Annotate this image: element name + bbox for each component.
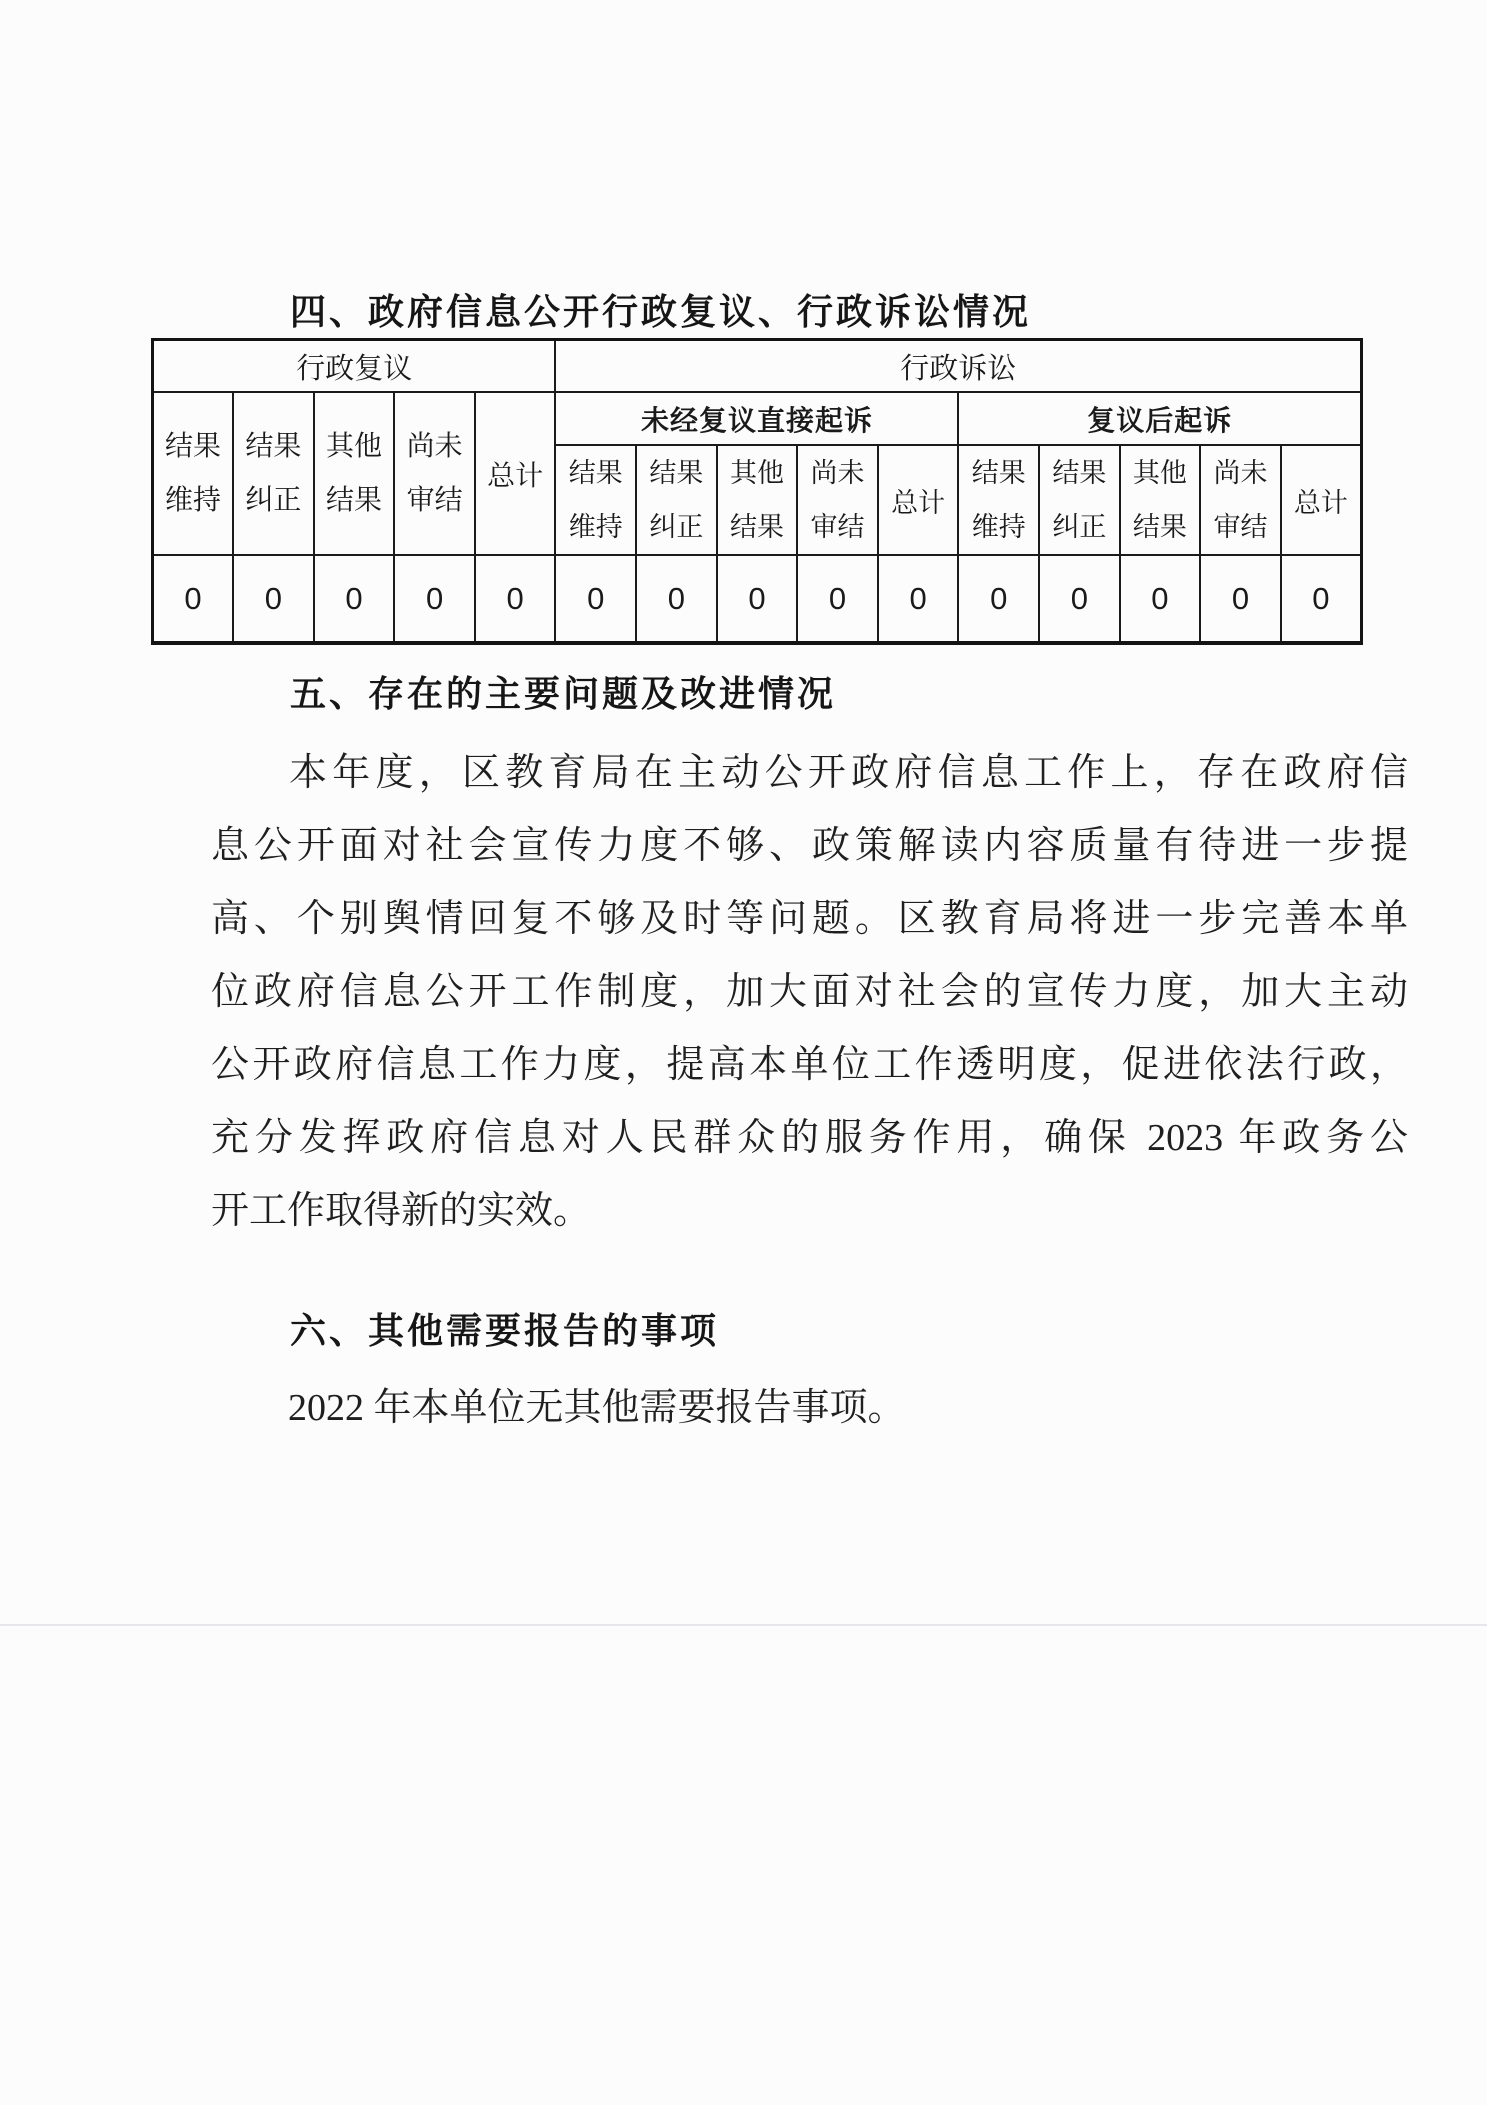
table-col-header: 结果 维持: [555, 445, 636, 555]
section6-heading: 六、其他需要报告的事项: [290, 1310, 720, 1351]
table-col-header-total: 总计: [878, 445, 959, 555]
paragraph-line: 本年度，区教育局在主动公开政府信息工作上，存在政府信: [289, 752, 1408, 794]
table-data-cell: 0: [475, 555, 556, 643]
paragraph-line: 息公开面对社会宣传力度不够、政策解读内容质量有待进一步提: [211, 825, 1408, 867]
table-col-header: 结果 纠正: [1039, 445, 1120, 555]
table-col-header: 结果 维持: [958, 445, 1039, 555]
paragraph-line: 位政府信息公开工作制度，加大面对社会的宣传力度，加大主动: [211, 971, 1408, 1013]
section5-heading: 五、存在的主要问题及改进情况: [290, 673, 837, 714]
section6-closing-line: 2022 年本单位无其他需要报告事项。: [288, 1387, 906, 1429]
table-col-header: 尚未 审结: [1200, 445, 1281, 555]
section4-heading: 四、政府信息公开行政复议、行政诉讼情况: [290, 291, 1032, 332]
table-col-header: 其他 结果: [1120, 445, 1201, 555]
table-data-cell: 0: [797, 555, 878, 643]
table-data-cell: 0: [878, 555, 959, 643]
table-data-cell: 0: [636, 555, 717, 643]
scan-artifact-line: [0, 1624, 1487, 1626]
table-col-header: 其他 结果: [717, 445, 798, 555]
table-col-header: 结果 纠正: [636, 445, 717, 555]
table-col-header-total: 总计: [475, 392, 556, 555]
review-litigation-table: [151, 338, 1363, 645]
table-col-header-total: 总计: [1281, 445, 1362, 555]
table-col-header: 结果 纠正: [233, 392, 314, 555]
table-subgroup-header-direct: 未经复议直接起诉: [555, 392, 958, 445]
table-data-cell: 0: [153, 555, 234, 643]
table-subgroup-header-after-review: 复议后起诉: [958, 392, 1361, 445]
table-data-cell: 0: [958, 555, 1039, 643]
table-col-header: 尚未 审结: [394, 392, 475, 555]
section5-paragraph: [211, 737, 1408, 1248]
table-data-cell: 0: [233, 555, 314, 643]
table-group-header-litigation: 行政诉讼: [555, 340, 1361, 393]
paragraph-line: 公开政府信息工作力度，提高本单位工作透明度，促进依法行政，: [211, 1044, 1408, 1086]
table-data-cell: 0: [555, 555, 636, 643]
table-data-cell: 0: [314, 555, 395, 643]
paragraph-line: 高、个别舆情回复不够及时等问题。区教育局将进一步完善本单: [211, 898, 1408, 940]
table-group-header-review: 行政复议: [153, 340, 556, 393]
table-data-cell: 0: [394, 555, 475, 643]
table-data-cell: 0: [1120, 555, 1201, 643]
table-col-header: 结果 维持: [153, 392, 234, 555]
table-col-header: 其他 结果: [314, 392, 395, 555]
table-col-header: 尚未 审结: [797, 445, 878, 555]
table-data-cell: 0: [1281, 555, 1362, 643]
table-data-cell: 0: [1200, 555, 1281, 643]
paragraph-line: 充分发挥政府信息对人民群众的服务作用，确保 2023 年政务公: [211, 1117, 1408, 1159]
table-data-cell: 0: [1039, 555, 1120, 643]
table-data-cell: 0: [717, 555, 798, 643]
paragraph-line: 开工作取得新的实效。: [211, 1190, 592, 1232]
